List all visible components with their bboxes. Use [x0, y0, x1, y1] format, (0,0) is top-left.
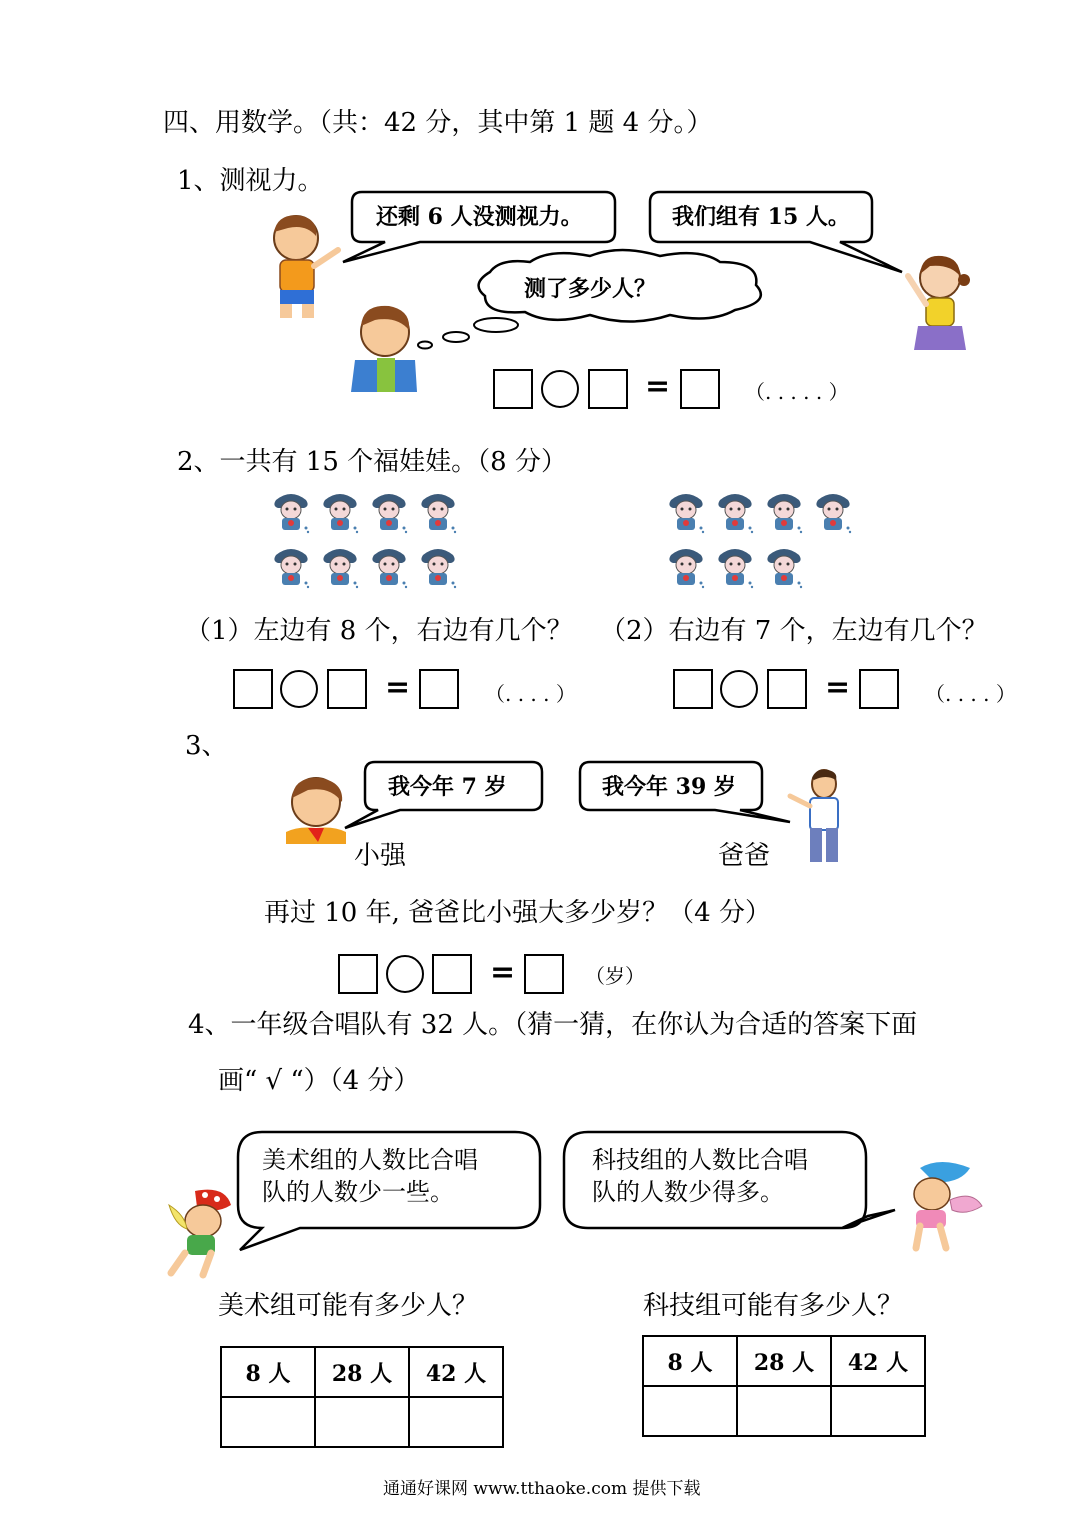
q4-right-option-1: 8 人 — [643, 1336, 737, 1386]
q4-line2: 画“ √ “）（4 分） — [218, 1066, 420, 1096]
q3-equals: = — [490, 955, 516, 990]
q4-left-option-1: 8 人 — [221, 1347, 315, 1397]
section-title: 四、用数学。（共：42 分，其中第 1 题 4 分。） — [163, 108, 713, 138]
q3-question: 再过 10 年, 爸爸比小强大多少岁？（4 分） — [264, 898, 771, 928]
q4-right-check-1[interactable] — [643, 1386, 737, 1436]
q4-line1: 4、一年级合唱队有 32 人。（猜一猜，在你认为合适的答案下面 — [188, 1010, 918, 1040]
q4-left-check-3[interactable] — [409, 1397, 503, 1447]
q3-name-dad: 爸爸 — [718, 841, 771, 871]
q4-left-check-1[interactable] — [221, 1397, 315, 1447]
q1-unit: （. . . . . ） — [745, 380, 849, 404]
elf-right-icon — [890, 1160, 985, 1255]
q4-bubble-right-line1: 科技组的人数比合唱 — [592, 1146, 808, 1174]
q1-title: 1、测视力。 — [177, 166, 324, 196]
q2-title: 2、一共有 15 个福娃娃。（8 分） — [177, 447, 567, 477]
q2a-equals: = — [385, 670, 411, 705]
q4-left-option-2: 28 人 — [315, 1347, 409, 1397]
q3-name-kid: 小强 — [354, 841, 407, 871]
q1-bubble-right-text: 我们组有 15 人。 — [672, 204, 850, 230]
q2b-unit: （. . . . ） — [925, 682, 1016, 706]
q4-bubble-right-line2: 队的人数少得多。 — [592, 1178, 784, 1206]
q4-ask-right: 科技组可能有多少人？ — [643, 1291, 904, 1321]
elf-left-icon — [155, 1185, 245, 1280]
footer-credit: 通通好课网 www.tthaoke.com 提供下载 — [383, 1479, 701, 1499]
q3-bubble-dad-text: 我今年 39 岁 — [602, 774, 736, 800]
q4-options-left-table — [220, 1346, 504, 1448]
q4-left-check-2[interactable] — [315, 1397, 409, 1447]
q4-bubble-left-line1: 美术组的人数比合唱 — [262, 1146, 478, 1174]
q2-sub1: （1）左边有 8 个，右边有几个？ — [185, 616, 573, 646]
q1-bubble-left-text: 还剩 6 人没测视力。 — [376, 204, 583, 230]
q1-equals: = — [645, 369, 671, 404]
q4-right-option-2: 28 人 — [737, 1336, 831, 1386]
q1-thought-text: 测了多少人？ — [524, 276, 657, 302]
q4-right-option-3: 42 人 — [831, 1336, 925, 1386]
q4-right-check-3[interactable] — [831, 1386, 925, 1436]
q3-unit: （岁） — [585, 964, 645, 988]
q3-title: 3、 — [185, 731, 228, 761]
q4-right-check-2[interactable] — [737, 1386, 831, 1436]
q2-sub2: （2）右边有 7 个，左边有几个？ — [600, 616, 988, 646]
q2a-unit: （. . . . ） — [485, 682, 576, 706]
q4-left-option-3: 42 人 — [409, 1347, 503, 1397]
q4-bubble-left-line2: 队的人数少一些。 — [262, 1178, 454, 1206]
q2b-equals: = — [825, 670, 851, 705]
q3-bubble-kid-text: 我今年 7 岁 — [388, 774, 507, 800]
q4-options-right-table — [642, 1335, 926, 1437]
q4-ask-left: 美术组可能有多少人？ — [218, 1291, 479, 1321]
